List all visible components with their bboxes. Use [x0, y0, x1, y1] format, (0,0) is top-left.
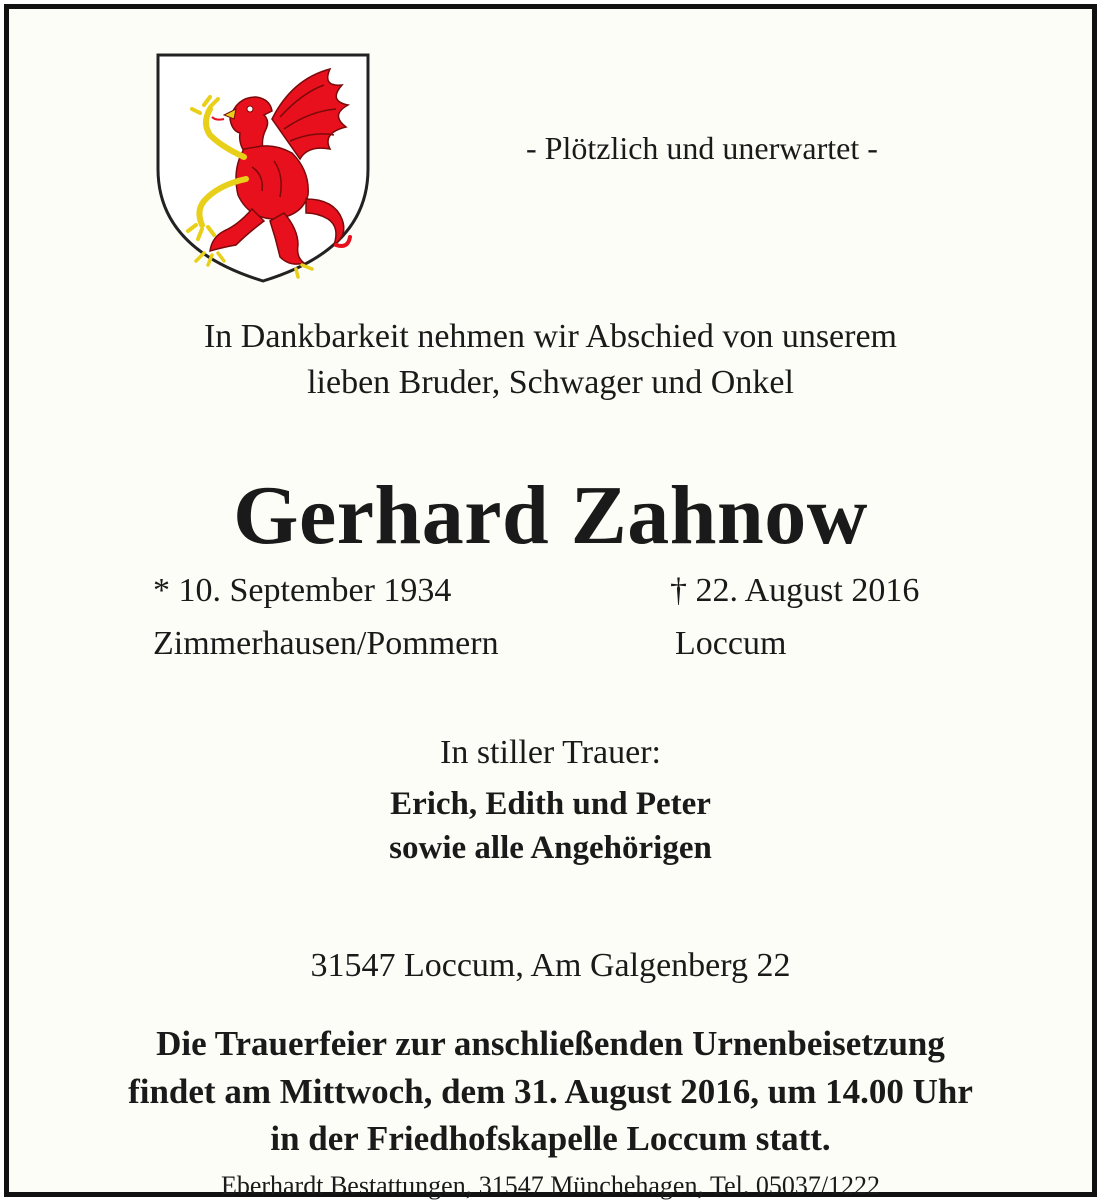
deceased-name: Gerhard Zahnow	[233, 469, 868, 562]
death-place: Loccum	[675, 625, 787, 662]
intro-line-1: In Dankbarkeit nehmen wir Abschied von unserem	[203, 318, 898, 355]
birth-date: * 10. September 1934	[153, 572, 452, 609]
service-line-3: in der Friedhofskapelle Loccum statt.	[270, 1119, 831, 1158]
griffin-coat-of-arms-icon	[152, 49, 374, 287]
funeral-home-footer: Eberhardt Bestattungen, 31547 Münchehagen, Tel. 05037/1222	[220, 1171, 881, 1200]
death-date: † 22. August 2016	[670, 572, 920, 609]
obituary-notice	[4, 4, 1097, 1200]
mourners-line-2: sowie alle Angehörigen	[389, 830, 712, 866]
service-line-2: findet am Mittwoch, dem 31. August 2016, um 14.00 Uhr	[128, 1072, 973, 1111]
mourners-line-1: Erich, Edith und Peter	[390, 786, 711, 822]
mourning-label: In stiller Trauer:	[440, 734, 661, 771]
mourner-address: 31547 Loccum, Am Galgenberg 22	[310, 947, 791, 984]
service-line-1: Die Trauerfeier zur anschließenden Urnenbeisetzung	[156, 1024, 945, 1063]
intro-line-2: lieben Bruder, Schwager und Onkel	[307, 364, 794, 401]
motto: - Plötzlich und unerwartet -	[526, 130, 878, 166]
birth-place: Zimmerhausen/Pommern	[153, 625, 499, 662]
